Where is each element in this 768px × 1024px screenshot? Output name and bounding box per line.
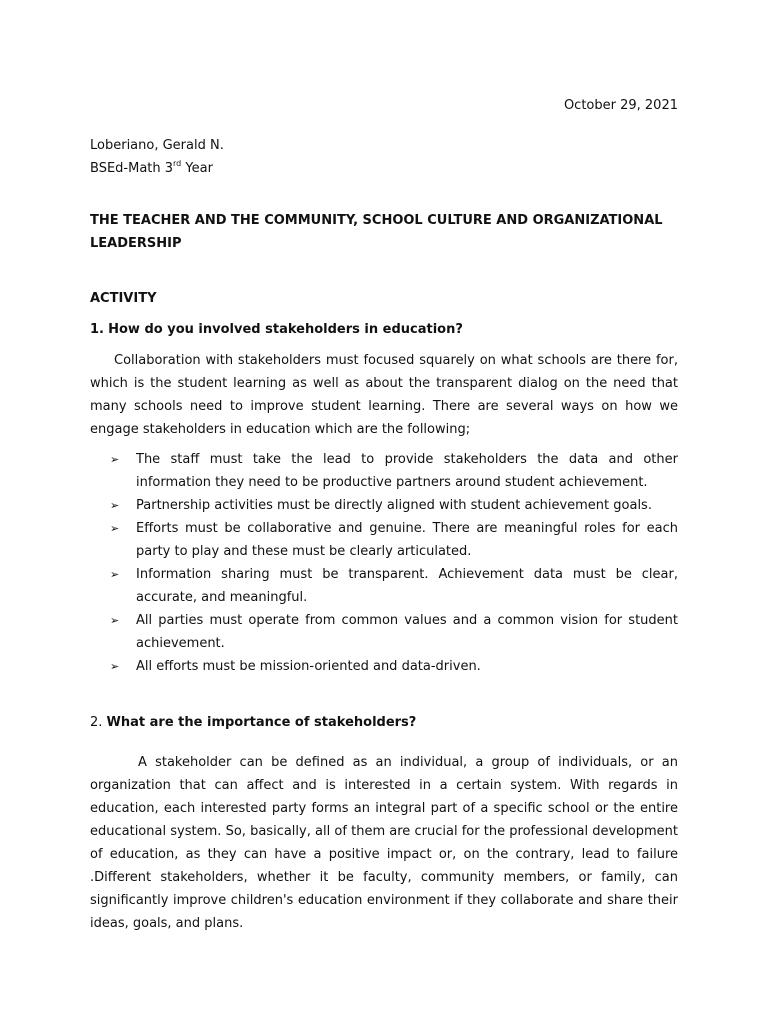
question-2-number: 2. (90, 715, 103, 730)
course-prefix: BSEd-Math 3 (90, 161, 174, 176)
question-1-number: 1. (90, 322, 104, 337)
list-item (90, 563, 678, 609)
course-suffix: Year (181, 161, 213, 176)
list-item-text: Information sharing must be transparent. Achievement data must be clear, accurate, and meaningful. (136, 567, 678, 605)
question-1-text: How do you involved stakeholders in education? (108, 322, 463, 337)
author-name: Loberiano, Gerald N. (90, 138, 224, 153)
question-1 (90, 318, 678, 341)
list-item (90, 655, 678, 678)
list-item (90, 609, 678, 655)
activity-heading: ACTIVITY (90, 291, 157, 306)
question-2-text: What are the importance of stakeholders? (106, 715, 417, 730)
arrow-bullet-icon: ➢ (110, 499, 120, 512)
arrow-bullet-icon: ➢ (110, 614, 120, 627)
course-year (90, 157, 678, 180)
list-item (90, 517, 678, 563)
question-2 (90, 711, 678, 734)
arrow-bullet-icon: ➢ (110, 453, 120, 466)
list-item-text: All efforts must be mission-oriented and data-driven. (136, 659, 481, 674)
document-date: October 29, 2021 (563, 98, 678, 113)
list-item-text: Efforts must be collaborative and genuine. There are meaningful roles for each party to play and these must be clearly articulated. (136, 521, 678, 559)
list-item-text: Partnership activities must be directly aligned with student achievement goals. (136, 498, 652, 513)
arrow-bullet-icon: ➢ (110, 568, 120, 581)
question-1-paragraph: Collaboration with stakeholders must focused squarely on what schools are there for, which is the student learning as well as about the transparent dialog on the need that many schools need to improve student learning. There are several ways on how we engage stakeholders in education which are the following; (90, 353, 678, 437)
arrow-bullet-icon: ➢ (110, 522, 120, 535)
list-item (90, 494, 678, 517)
list-item-text: All parties must operate from common values and a common vision for student achievement. (136, 613, 678, 651)
arrow-bullet-icon: ➢ (110, 660, 120, 673)
list-item-text: The staff must take the lead to provide stakeholders the data and other information they need to be productive partners around student achievement. (136, 452, 678, 490)
question-2-paragraph: A stakeholder can be defined as an individual, a group of individuals, or an organization that can affect and is interested in a certain system. With regards in education, each interested party forms an integral part of a specific school or the entire educational system. So, basically, all of them are crucial for the professional development of education, as they can have a positive impact or, on the contrary, lead to failure .Different stakeholders, whether it be faculty, community members, or family, can significantly improve children's education environment if they collaborate and share their ideas, goals, and plans. (90, 755, 678, 931)
course-ordinal: rd (173, 158, 182, 168)
document-title: THE TEACHER AND THE COMMUNITY, SCHOOL CULTURE AND ORGANIZATIONAL LEADERSHIP (90, 213, 663, 251)
bullet-list (90, 448, 678, 678)
list-item (90, 448, 678, 494)
